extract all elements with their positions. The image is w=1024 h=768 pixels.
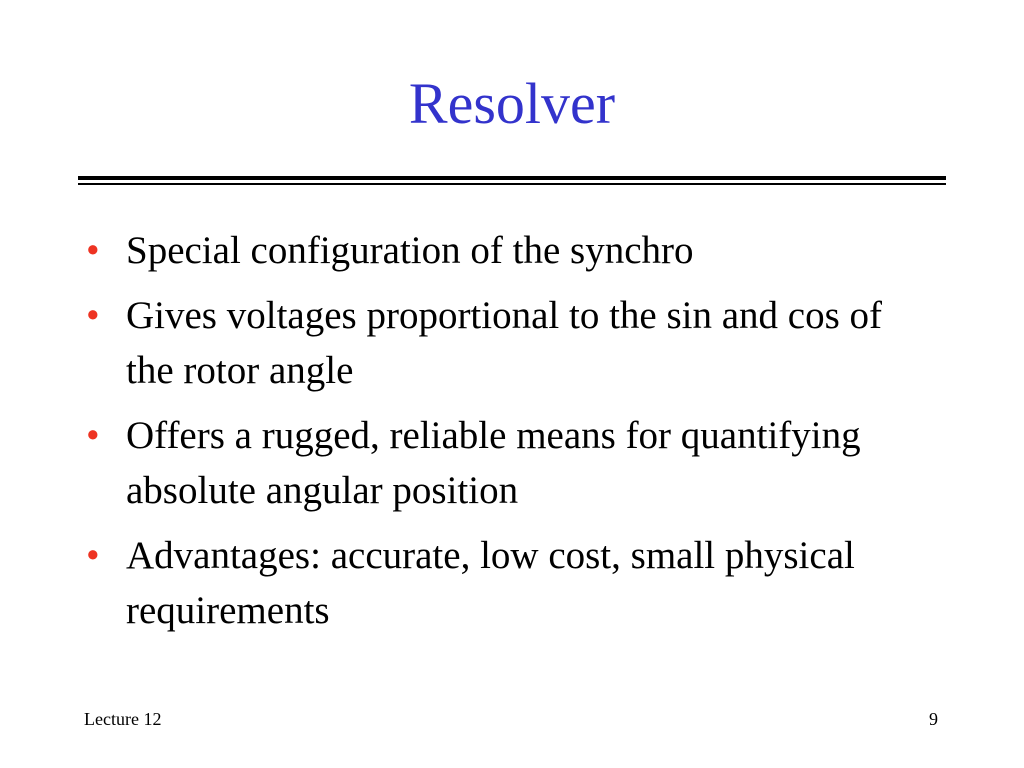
footer-lecture-label: Lecture 12	[84, 709, 162, 729]
bullet-item	[84, 408, 924, 518]
title-divider-thick	[78, 176, 946, 180]
bullet-item	[84, 223, 924, 278]
bullet-marker: •	[86, 414, 100, 457]
slide-title: Resolver	[408, 71, 616, 136]
bullet-marker: •	[86, 229, 100, 272]
bullet-list	[84, 223, 924, 648]
title-divider-thin	[78, 183, 946, 185]
bullet-item	[84, 288, 924, 398]
bullet-text: Special configuration of the synchro	[126, 229, 694, 272]
bullet-text: Advantages: accurate, low cost, small physical requirements	[126, 534, 855, 632]
page-number: 9	[929, 709, 938, 729]
bullet-marker: •	[86, 294, 100, 337]
bullet-text: Gives voltages proportional to the sin and cos of the rotor angle	[126, 294, 883, 392]
bullet-text: Offers a rugged, reliable means for quantifying absolute angular position	[126, 414, 861, 512]
bullet-marker: •	[86, 534, 100, 577]
bullet-item	[84, 528, 924, 638]
